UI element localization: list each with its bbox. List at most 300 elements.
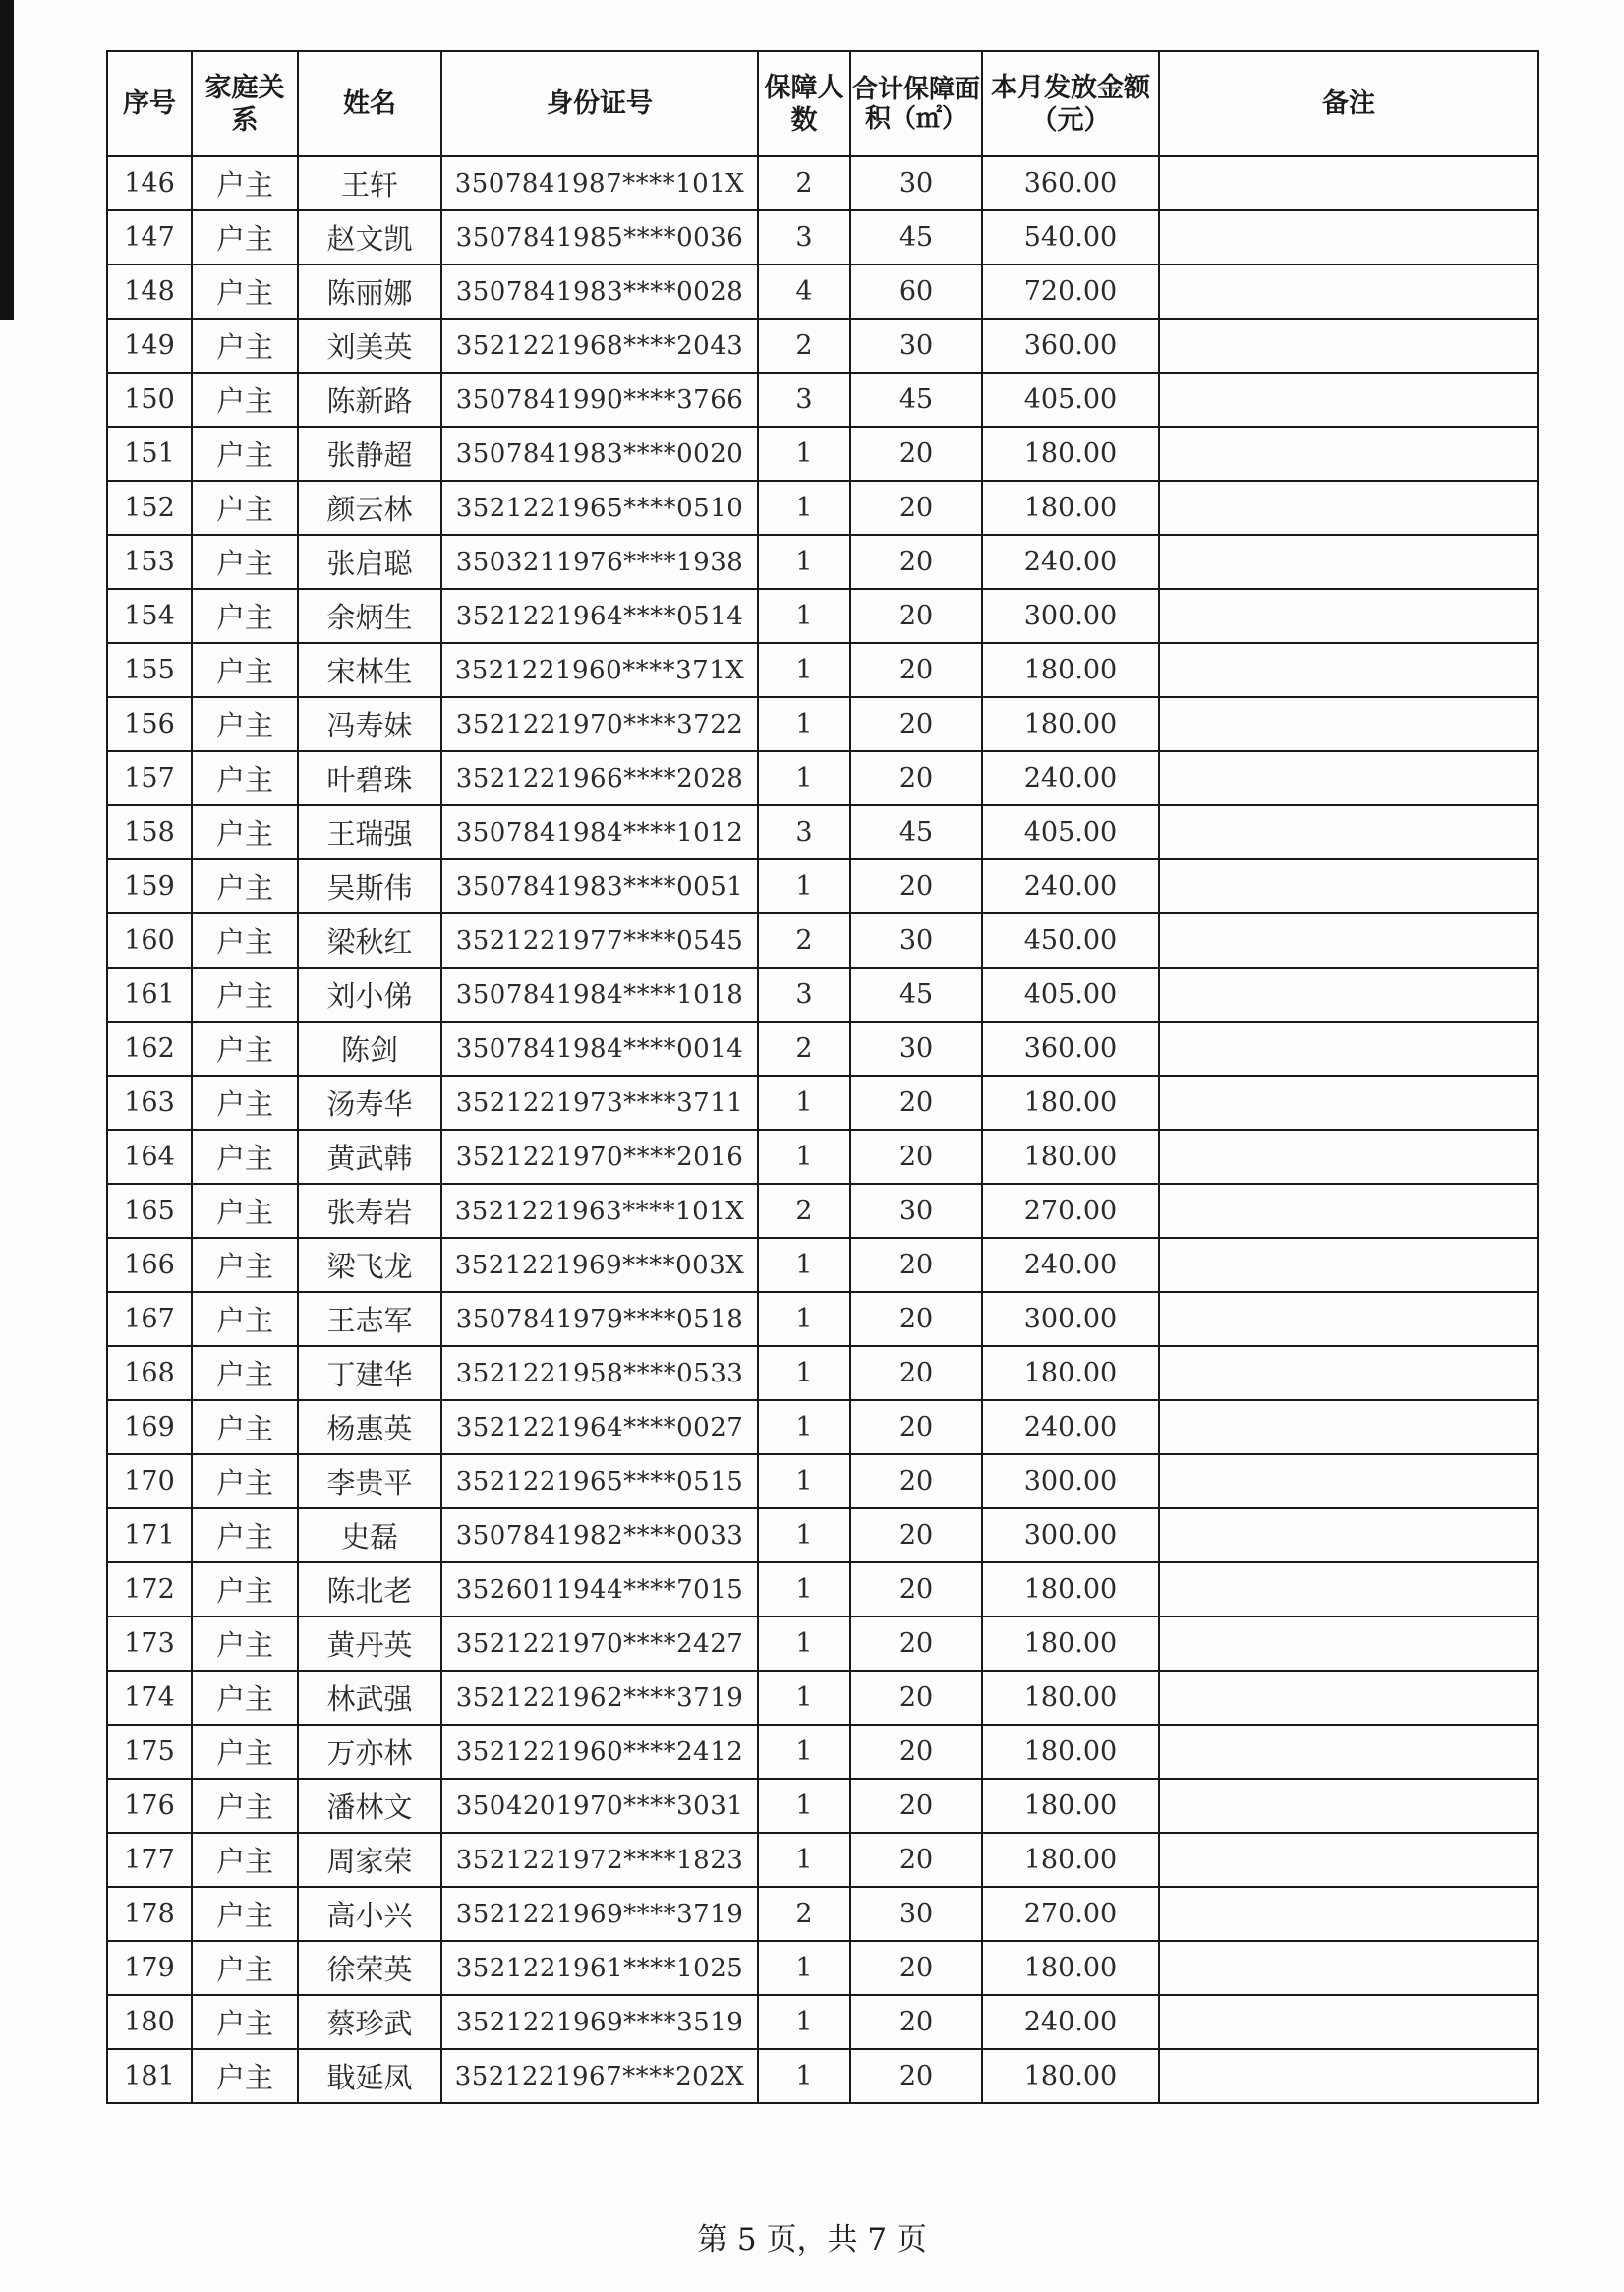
cell-area: 20 [850, 1833, 982, 1887]
cell-persons: 1 [758, 1616, 850, 1671]
cell-name: 黄丹英 [298, 1616, 441, 1671]
table-row [107, 968, 1538, 1022]
cell-relation: 户主 [192, 1346, 298, 1400]
cell-remark [1159, 1238, 1538, 1292]
cell-amount: 240.00 [982, 1400, 1159, 1454]
cell-relation: 户主 [192, 1292, 298, 1346]
cell-amount: 405.00 [982, 968, 1159, 1022]
header-area: 合计保障面积（㎡） [850, 51, 982, 156]
cell-id-number: 3507841979****0518 [441, 1292, 758, 1346]
cell-relation: 户主 [192, 481, 298, 535]
cell-name: 王志军 [298, 1292, 441, 1346]
cell-area: 30 [850, 913, 982, 968]
cell-remark [1159, 589, 1538, 643]
cell-relation: 户主 [192, 859, 298, 913]
cell-seq: 164 [107, 1130, 192, 1184]
cell-persons: 1 [758, 1995, 850, 2049]
cell-area: 20 [850, 1292, 982, 1346]
table-row [107, 1616, 1538, 1671]
cell-remark [1159, 1400, 1538, 1454]
cell-relation: 户主 [192, 1238, 298, 1292]
cell-persons: 1 [758, 697, 850, 751]
cell-seq: 158 [107, 805, 192, 859]
cell-persons: 1 [758, 1130, 850, 1184]
cell-area: 20 [850, 427, 982, 481]
cell-id-number: 3526011944****7015 [441, 1562, 758, 1616]
cell-id-number: 3521221967****202X [441, 2049, 758, 2103]
cell-remark [1159, 156, 1538, 210]
cell-seq: 160 [107, 913, 192, 968]
cell-name: 万亦林 [298, 1725, 441, 1779]
table-row [107, 1130, 1538, 1184]
cell-area: 20 [850, 1238, 982, 1292]
cell-area: 45 [850, 373, 982, 427]
cell-remark [1159, 210, 1538, 264]
cell-id-number: 3521221962****3719 [441, 1671, 758, 1725]
cell-area: 20 [850, 1076, 982, 1130]
cell-relation: 户主 [192, 1562, 298, 1616]
cell-persons: 1 [758, 751, 850, 805]
cell-seq: 153 [107, 535, 192, 589]
cell-id-number: 3521221964****0514 [441, 589, 758, 643]
table-row [107, 264, 1538, 319]
table-row [107, 1562, 1538, 1616]
cell-area: 20 [850, 535, 982, 589]
table-row [107, 1508, 1538, 1562]
cell-relation: 户主 [192, 427, 298, 481]
table-row [107, 805, 1538, 859]
page-footer: 第 5 页，共 7 页 [697, 2222, 927, 2258]
cell-amount: 405.00 [982, 805, 1159, 859]
cell-name: 梁秋红 [298, 913, 441, 968]
cell-relation: 户主 [192, 210, 298, 264]
cell-amount: 540.00 [982, 210, 1159, 264]
cell-name: 梁飞龙 [298, 1238, 441, 1292]
cell-area: 30 [850, 1887, 982, 1941]
cell-area: 30 [850, 1022, 982, 1076]
cell-name: 蔡珍武 [298, 1995, 441, 2049]
cell-persons: 2 [758, 1184, 850, 1238]
cell-amount: 180.00 [982, 1076, 1159, 1130]
cell-area: 20 [850, 1130, 982, 1184]
cell-persons: 1 [758, 1833, 850, 1887]
cell-persons: 3 [758, 210, 850, 264]
cell-seq: 157 [107, 751, 192, 805]
cell-id-number: 3521221973****3711 [441, 1076, 758, 1130]
cell-name: 宋林生 [298, 643, 441, 697]
cell-relation: 户主 [192, 1887, 298, 1941]
cell-id-number: 3507841985****0036 [441, 210, 758, 264]
cell-persons: 2 [758, 1887, 850, 1941]
cell-relation: 户主 [192, 264, 298, 319]
cell-remark [1159, 1184, 1538, 1238]
cell-remark [1159, 1130, 1538, 1184]
cell-area: 20 [850, 1941, 982, 1995]
cell-name: 王瑞强 [298, 805, 441, 859]
cell-name: 吴斯伟 [298, 859, 441, 913]
cell-seq: 180 [107, 1995, 192, 2049]
table-row [107, 1400, 1538, 1454]
table-row [107, 589, 1538, 643]
cell-seq: 179 [107, 1941, 192, 1995]
cell-area: 30 [850, 319, 982, 373]
cell-remark [1159, 1508, 1538, 1562]
cell-persons: 2 [758, 913, 850, 968]
cell-name: 陈剑 [298, 1022, 441, 1076]
cell-relation: 户主 [192, 373, 298, 427]
cell-id-number: 3521221969****003X [441, 1238, 758, 1292]
cell-remark [1159, 2049, 1538, 2103]
cell-amount: 720.00 [982, 264, 1159, 319]
cell-remark [1159, 535, 1538, 589]
cell-seq: 173 [107, 1616, 192, 1671]
cell-name: 陈丽娜 [298, 264, 441, 319]
table-row [107, 1022, 1538, 1076]
cell-id-number: 3507841982****0033 [441, 1508, 758, 1562]
table-row [107, 643, 1538, 697]
cell-amount: 360.00 [982, 156, 1159, 210]
table-row [107, 1076, 1538, 1130]
table-row [107, 481, 1538, 535]
cell-seq: 174 [107, 1671, 192, 1725]
cell-id-number: 3507841984****1012 [441, 805, 758, 859]
cell-amount: 240.00 [982, 535, 1159, 589]
cell-remark [1159, 1995, 1538, 2049]
cell-persons: 1 [758, 859, 850, 913]
cell-amount: 300.00 [982, 1508, 1159, 1562]
cell-name: 叶碧珠 [298, 751, 441, 805]
cell-seq: 159 [107, 859, 192, 913]
table-row [107, 1833, 1538, 1887]
cell-remark [1159, 373, 1538, 427]
table-row [107, 535, 1538, 589]
cell-relation: 户主 [192, 697, 298, 751]
cell-remark [1159, 427, 1538, 481]
cell-id-number: 3521221958****0533 [441, 1346, 758, 1400]
cell-seq: 181 [107, 2049, 192, 2103]
table-row [107, 1346, 1538, 1400]
table-row [107, 210, 1538, 264]
cell-amount: 180.00 [982, 427, 1159, 481]
cell-persons: 4 [758, 264, 850, 319]
cell-id-number: 3521221966****2028 [441, 751, 758, 805]
cell-amount: 300.00 [982, 589, 1159, 643]
cell-relation: 户主 [192, 968, 298, 1022]
table-row [107, 1238, 1538, 1292]
cell-seq: 146 [107, 156, 192, 210]
cell-amount: 180.00 [982, 1725, 1159, 1779]
cell-name: 黄武韩 [298, 1130, 441, 1184]
cell-seq: 155 [107, 643, 192, 697]
cell-name: 李贵平 [298, 1454, 441, 1508]
cell-amount: 450.00 [982, 913, 1159, 968]
cell-relation: 户主 [192, 1779, 298, 1833]
table-row [107, 1454, 1538, 1508]
cell-relation: 户主 [192, 1508, 298, 1562]
cell-area: 20 [850, 751, 982, 805]
cell-area: 20 [850, 589, 982, 643]
table-row [107, 1995, 1538, 2049]
cell-seq: 148 [107, 264, 192, 319]
table-row [107, 751, 1538, 805]
cell-amount: 240.00 [982, 859, 1159, 913]
cell-amount: 180.00 [982, 1779, 1159, 1833]
cell-relation: 户主 [192, 1995, 298, 2049]
header-persons: 保障人数 [758, 51, 850, 156]
cell-amount: 180.00 [982, 1833, 1159, 1887]
cell-amount: 405.00 [982, 373, 1159, 427]
cell-seq: 172 [107, 1562, 192, 1616]
cell-amount: 180.00 [982, 1130, 1159, 1184]
cell-amount: 300.00 [982, 1454, 1159, 1508]
cell-remark [1159, 643, 1538, 697]
table-body [107, 156, 1538, 2103]
cell-seq: 169 [107, 1400, 192, 1454]
cell-area: 20 [850, 1995, 982, 2049]
cell-id-number: 3507841983****0051 [441, 859, 758, 913]
cell-amount: 240.00 [982, 1238, 1159, 1292]
cell-seq: 156 [107, 697, 192, 751]
cell-name: 余炳生 [298, 589, 441, 643]
cell-remark [1159, 913, 1538, 968]
cell-remark [1159, 1671, 1538, 1725]
header-amount: 本月发放金额（元） [982, 51, 1159, 156]
cell-id-number: 3521221965****0510 [441, 481, 758, 535]
cell-relation: 户主 [192, 1400, 298, 1454]
cell-amount: 180.00 [982, 1346, 1159, 1400]
cell-amount: 270.00 [982, 1887, 1159, 1941]
cell-area: 20 [850, 1671, 982, 1725]
cell-id-number: 3507841990****3766 [441, 373, 758, 427]
cell-area: 20 [850, 1616, 982, 1671]
cell-seq: 177 [107, 1833, 192, 1887]
cell-name: 张启聪 [298, 535, 441, 589]
cell-id-number: 3521221960****2412 [441, 1725, 758, 1779]
cell-persons: 1 [758, 1076, 850, 1130]
cell-area: 45 [850, 968, 982, 1022]
cell-relation: 户主 [192, 535, 298, 589]
cell-name: 刘美英 [298, 319, 441, 373]
cell-area: 30 [850, 1184, 982, 1238]
cell-persons: 1 [758, 1400, 850, 1454]
cell-name: 周家荣 [298, 1833, 441, 1887]
cell-area: 20 [850, 1454, 982, 1508]
cell-name: 林武强 [298, 1671, 441, 1725]
cell-remark [1159, 1292, 1538, 1346]
cell-area: 60 [850, 264, 982, 319]
cell-seq: 163 [107, 1076, 192, 1130]
table-row [107, 319, 1538, 373]
cell-seq: 175 [107, 1725, 192, 1779]
cell-name: 高小兴 [298, 1887, 441, 1941]
cell-seq: 154 [107, 589, 192, 643]
table-row [107, 156, 1538, 210]
table-header-row [107, 51, 1538, 156]
cell-remark [1159, 1779, 1538, 1833]
cell-name: 王轩 [298, 156, 441, 210]
cell-name: 颜云林 [298, 481, 441, 535]
cell-area: 30 [850, 156, 982, 210]
cell-area: 45 [850, 805, 982, 859]
cell-persons: 3 [758, 968, 850, 1022]
cell-remark [1159, 1833, 1538, 1887]
cell-seq: 170 [107, 1454, 192, 1508]
cell-remark [1159, 859, 1538, 913]
table-row [107, 1184, 1538, 1238]
table-row [107, 1671, 1538, 1725]
cell-name: 汤寿华 [298, 1076, 441, 1130]
table-row [107, 1887, 1538, 1941]
cell-area: 20 [850, 697, 982, 751]
cell-seq: 151 [107, 427, 192, 481]
cell-seq: 171 [107, 1508, 192, 1562]
cell-relation: 户主 [192, 2049, 298, 2103]
cell-area: 20 [850, 1508, 982, 1562]
cell-amount: 270.00 [982, 1184, 1159, 1238]
cell-area: 20 [850, 1400, 982, 1454]
cell-persons: 1 [758, 481, 850, 535]
cell-seq: 178 [107, 1887, 192, 1941]
cell-seq: 150 [107, 373, 192, 427]
cell-remark [1159, 1454, 1538, 1508]
cell-relation: 户主 [192, 913, 298, 968]
table-row [107, 2049, 1538, 2103]
cell-id-number: 3507841983****0020 [441, 427, 758, 481]
cell-area: 20 [850, 1346, 982, 1400]
cell-id-number: 3507841984****1018 [441, 968, 758, 1022]
cell-persons: 1 [758, 1941, 850, 1995]
cell-relation: 户主 [192, 751, 298, 805]
cell-relation: 户主 [192, 1022, 298, 1076]
cell-seq: 167 [107, 1292, 192, 1346]
cell-name: 潘林文 [298, 1779, 441, 1833]
cell-id-number: 3507841987****101X [441, 156, 758, 210]
cell-name: 冯寿妹 [298, 697, 441, 751]
cell-name: 陈新路 [298, 373, 441, 427]
cell-id-number: 3521221963****101X [441, 1184, 758, 1238]
cell-relation: 户主 [192, 1454, 298, 1508]
cell-relation: 户主 [192, 1833, 298, 1887]
cell-persons: 1 [758, 1238, 850, 1292]
scan-border-edge [0, 0, 14, 320]
cell-amount: 180.00 [982, 2049, 1159, 2103]
cell-remark [1159, 805, 1538, 859]
cell-amount: 360.00 [982, 1022, 1159, 1076]
cell-relation: 户主 [192, 589, 298, 643]
cell-id-number: 3507841984****0014 [441, 1022, 758, 1076]
table-row [107, 427, 1538, 481]
cell-id-number: 3521221960****371X [441, 643, 758, 697]
cell-remark [1159, 1022, 1538, 1076]
table-row [107, 1941, 1538, 1995]
cell-id-number: 3504201970****3031 [441, 1779, 758, 1833]
cell-persons: 2 [758, 1022, 850, 1076]
cell-relation: 户主 [192, 1616, 298, 1671]
cell-seq: 149 [107, 319, 192, 373]
cell-persons: 1 [758, 2049, 850, 2103]
cell-amount: 180.00 [982, 643, 1159, 697]
cell-remark [1159, 264, 1538, 319]
cell-name: 赵文凯 [298, 210, 441, 264]
cell-remark [1159, 1346, 1538, 1400]
cell-amount: 240.00 [982, 751, 1159, 805]
cell-persons: 3 [758, 373, 850, 427]
cell-relation: 户主 [192, 1941, 298, 1995]
cell-name: 张寿岩 [298, 1184, 441, 1238]
cell-seq: 176 [107, 1779, 192, 1833]
cell-persons: 3 [758, 805, 850, 859]
table-row [107, 373, 1538, 427]
cell-seq: 162 [107, 1022, 192, 1076]
header-id-number: 身份证号 [441, 51, 758, 156]
subsidy-table [106, 50, 1539, 2104]
cell-persons: 1 [758, 535, 850, 589]
header-remark: 备注 [1159, 51, 1538, 156]
cell-seq: 161 [107, 968, 192, 1022]
cell-amount: 180.00 [982, 697, 1159, 751]
cell-id-number: 3521221970****2016 [441, 1130, 758, 1184]
cell-remark [1159, 481, 1538, 535]
table-row [107, 859, 1538, 913]
cell-remark [1159, 1616, 1538, 1671]
cell-remark [1159, 1562, 1538, 1616]
cell-remark [1159, 1941, 1538, 1995]
cell-id-number: 3521221965****0515 [441, 1454, 758, 1508]
cell-id-number: 3521221968****2043 [441, 319, 758, 373]
cell-name: 徐荣英 [298, 1941, 441, 1995]
cell-seq: 165 [107, 1184, 192, 1238]
cell-persons: 1 [758, 1671, 850, 1725]
cell-persons: 1 [758, 1508, 850, 1562]
cell-area: 45 [850, 210, 982, 264]
cell-area: 20 [850, 859, 982, 913]
cell-amount: 180.00 [982, 1941, 1159, 1995]
cell-amount: 240.00 [982, 1995, 1159, 2049]
table-row [107, 1725, 1538, 1779]
cell-id-number: 3521221964****0027 [441, 1400, 758, 1454]
cell-name: 陈北老 [298, 1562, 441, 1616]
cell-relation: 户主 [192, 1130, 298, 1184]
header-seq: 序号 [107, 51, 192, 156]
cell-id-number: 3521221969****3719 [441, 1887, 758, 1941]
cell-amount: 360.00 [982, 319, 1159, 373]
cell-id-number: 3521221970****2427 [441, 1616, 758, 1671]
cell-persons: 1 [758, 1562, 850, 1616]
cell-persons: 1 [758, 1292, 850, 1346]
cell-id-number: 3521221977****0545 [441, 913, 758, 968]
cell-persons: 2 [758, 156, 850, 210]
cell-area: 20 [850, 2049, 982, 2103]
cell-remark [1159, 1887, 1538, 1941]
cell-id-number: 3521221972****1823 [441, 1833, 758, 1887]
cell-seq: 147 [107, 210, 192, 264]
cell-area: 20 [850, 643, 982, 697]
cell-relation: 户主 [192, 805, 298, 859]
cell-area: 20 [850, 1779, 982, 1833]
cell-remark [1159, 1076, 1538, 1130]
cell-remark [1159, 751, 1538, 805]
cell-seq: 168 [107, 1346, 192, 1400]
cell-amount: 300.00 [982, 1292, 1159, 1346]
header-name: 姓名 [298, 51, 441, 156]
table-row [107, 1292, 1538, 1346]
cell-amount: 180.00 [982, 481, 1159, 535]
header-relation: 家庭关系 [192, 51, 298, 156]
table-row [107, 913, 1538, 968]
cell-id-number: 3521221969****3519 [441, 1995, 758, 2049]
cell-relation: 户主 [192, 319, 298, 373]
cell-relation: 户主 [192, 1725, 298, 1779]
